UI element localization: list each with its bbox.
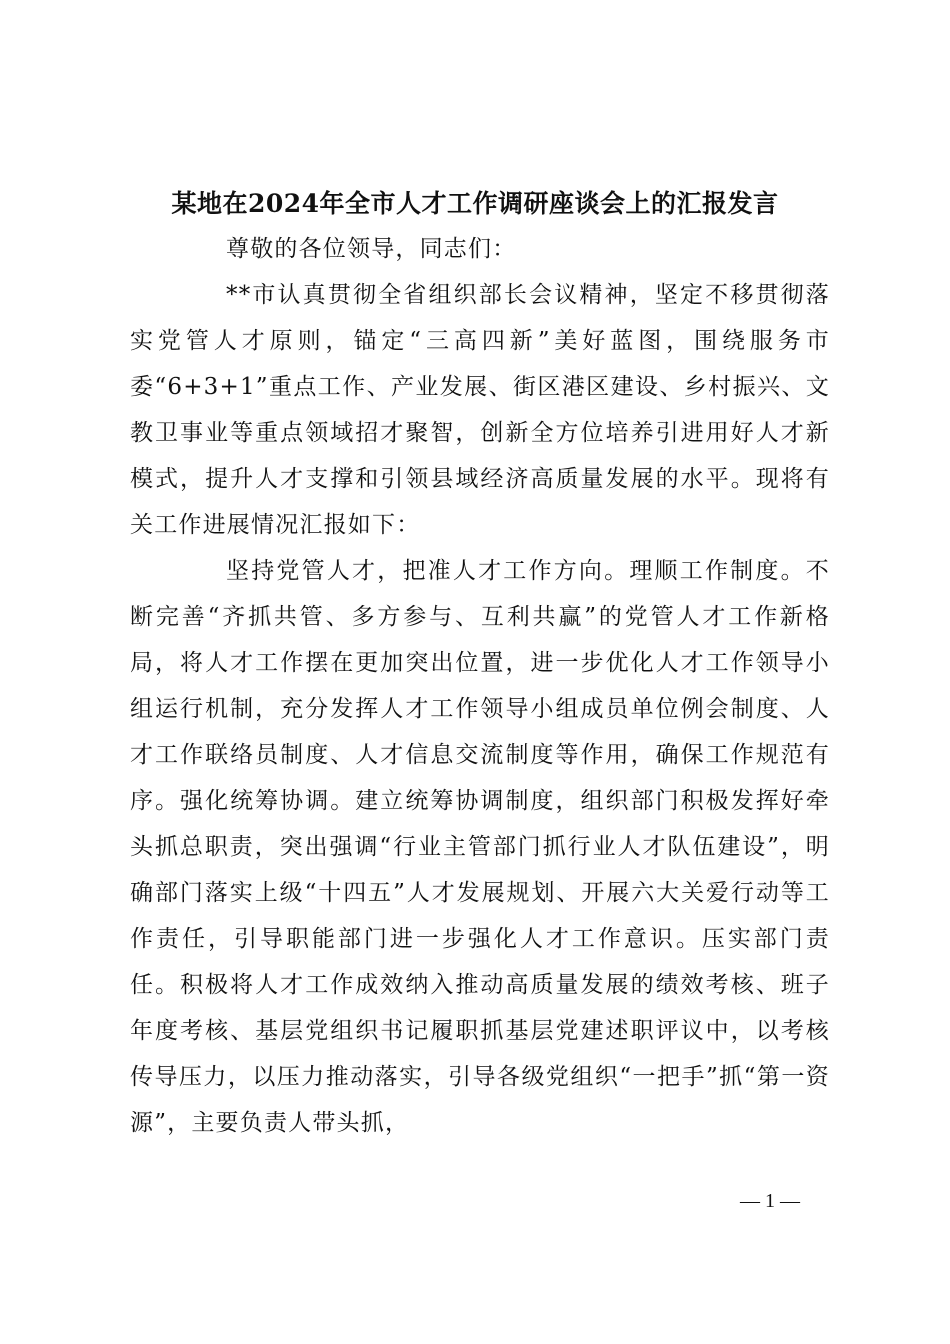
salutation: 尊敬的各位领导，同志们： [226,236,517,262]
paragraph-intro: **市认真贯彻全省组织部长会议精神，坚定不移贯彻落实党管人才原则，锚定“三高四新”美好蓝图，围绕服务市委“6+3+1”重点工作、产业发展、街区港区建设、乡村振兴、文教卫事业等重点领域招才聚智，创新全方位培养引进用好人才新模式，提升人才支撑和引领县域经济高质量发展的水平。现将有关工作进展情况汇报如下： [130,282,830,538]
page-number: — 1 — [740,1190,800,1212]
document-title: 某地在2024年全市人才工作调研座谈会上的汇报发言 [171,189,779,218]
paragraph-party-talent: 坚持党管人才，把准人才工作方向。理顺工作制度。不断完善“齐抓共管、多方参与、互利共赢”的党管人才工作新格局，将人才工作摆在更加突出位置，进一步优化人才工作领导小组运行机制，充分发挥人才工作领导小组成员单位例会制度、人才工作联络员制度、人才信息交流制度等作用，确保工作规范有序。强化统筹协调。建立统筹协调制度，组织部门积极发挥好牵头抓总职责，突出强调“行业主管部门抓行业人才队伍建设”，明确部门落实上级“十四五”人才发展规划、开展六大关爱行动等工作责任，引导职能部门进一步强化人才工作意识。压实部门责任。积极将人才工作成效纳入推动高质量发展的绩效考核、班子年度考核、基层党组织书记履职抓基层党建述职评议中，以考核传导压力，以压力推动落实，引导各级党组织“一把手”抓“第一资源”，主要负责人带头抓， [130,558,830,1136]
